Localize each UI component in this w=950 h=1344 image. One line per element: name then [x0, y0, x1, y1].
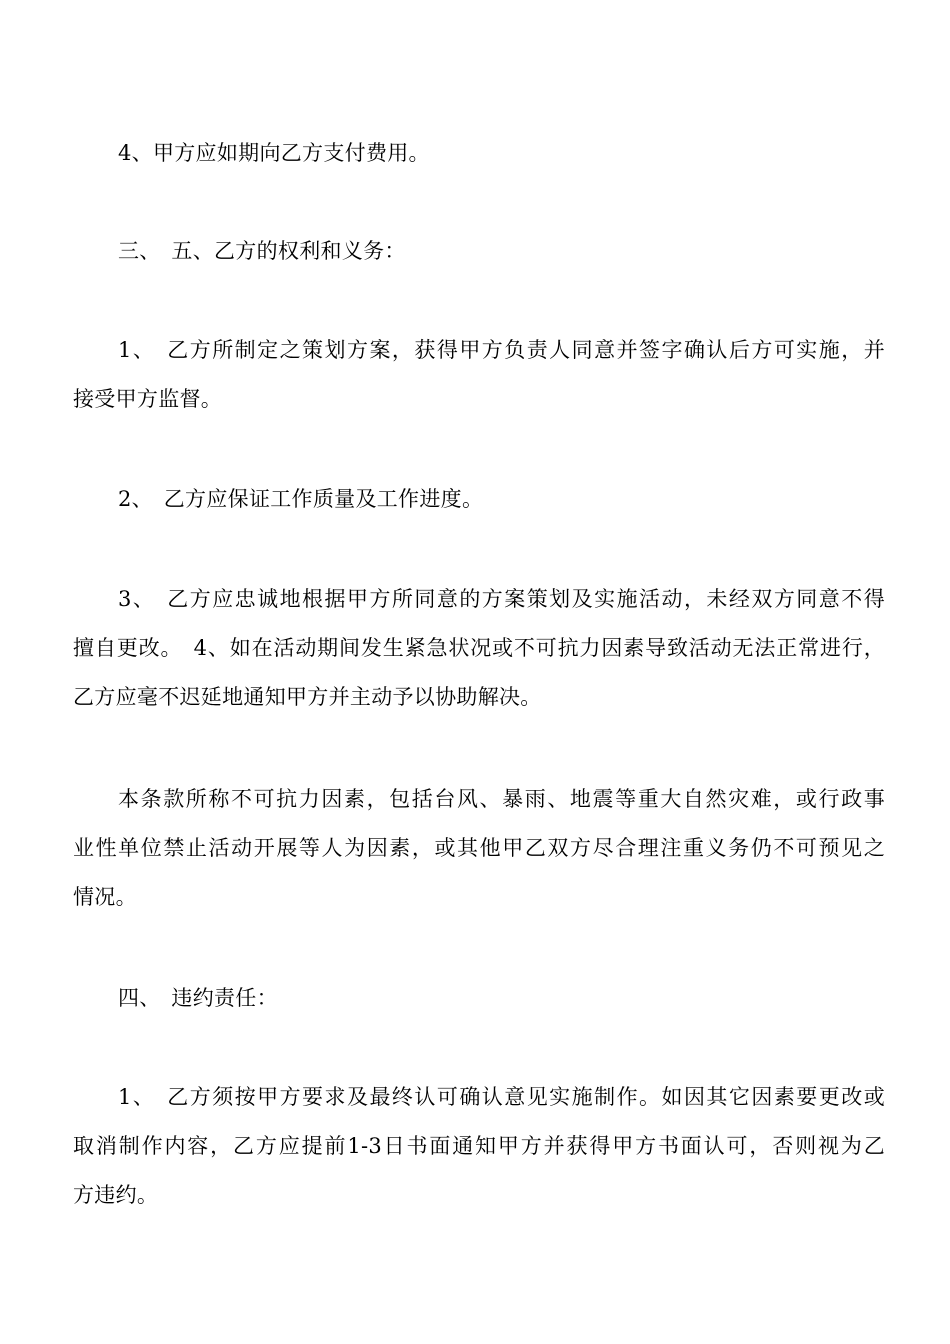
- paragraph-line: 本条款所称不可抗力因素，包括台风、暴雨、地震等重大自然灾难，或行政事: [118, 787, 885, 811]
- paragraph-line: 接受甲方监督。: [73, 387, 223, 411]
- clause-force-majeure: [73, 775, 885, 922]
- paragraph-line: 方违约。: [73, 1183, 159, 1207]
- paragraph-line: 2、 乙方应保证工作质量及工作进度。: [118, 487, 484, 511]
- paragraph-line: 业性单位禁止活动开展等人为因素，或其他甲乙双方尽合理注重义务仍不可预见之: [73, 836, 885, 860]
- clause-party-a-payment: [73, 129, 885, 178]
- paragraph-line: 乙方应毫不迟延地通知甲方并主动予以协助解决。: [73, 685, 542, 709]
- clause-b3-b4-conduct: [73, 575, 885, 722]
- section-heading-party-b-rights: [73, 227, 885, 276]
- paragraph-line: 取消制作内容，乙方应提前1-3日书面通知甲方并获得甲方书面认可，否则视为乙: [73, 1134, 885, 1158]
- paragraph-line: 4、甲方应如期向乙方支付费用。: [118, 141, 430, 165]
- clause-b2-quality: [73, 475, 885, 524]
- paragraph-line: 情况。: [73, 885, 137, 909]
- section-heading-liability: [73, 974, 885, 1023]
- paragraph-line: 1、 乙方须按甲方要求及最终认可确认意见实施制作。如因其它因素要更改或: [118, 1085, 885, 1109]
- paragraph-line: 擅自更改。 4、如在活动期间发生紧急状况或不可抗力因素导致活动无法正常进行，: [73, 636, 885, 660]
- clause-b1-plan-approval: [73, 326, 885, 424]
- section-heading: 四、 违约责任：: [118, 986, 278, 1010]
- clause-liability-1: [73, 1073, 885, 1220]
- paragraph-line: 3、 乙方应忠诚地根据甲方所同意的方案策划及实施活动，未经双方同意不得: [118, 587, 885, 611]
- paragraph-line: 1、 乙方所制定之策划方案，获得甲方负责人同意并签字确认后方可实施，并: [118, 338, 885, 362]
- section-heading: 三、 五、乙方的权利和义务：: [118, 239, 406, 263]
